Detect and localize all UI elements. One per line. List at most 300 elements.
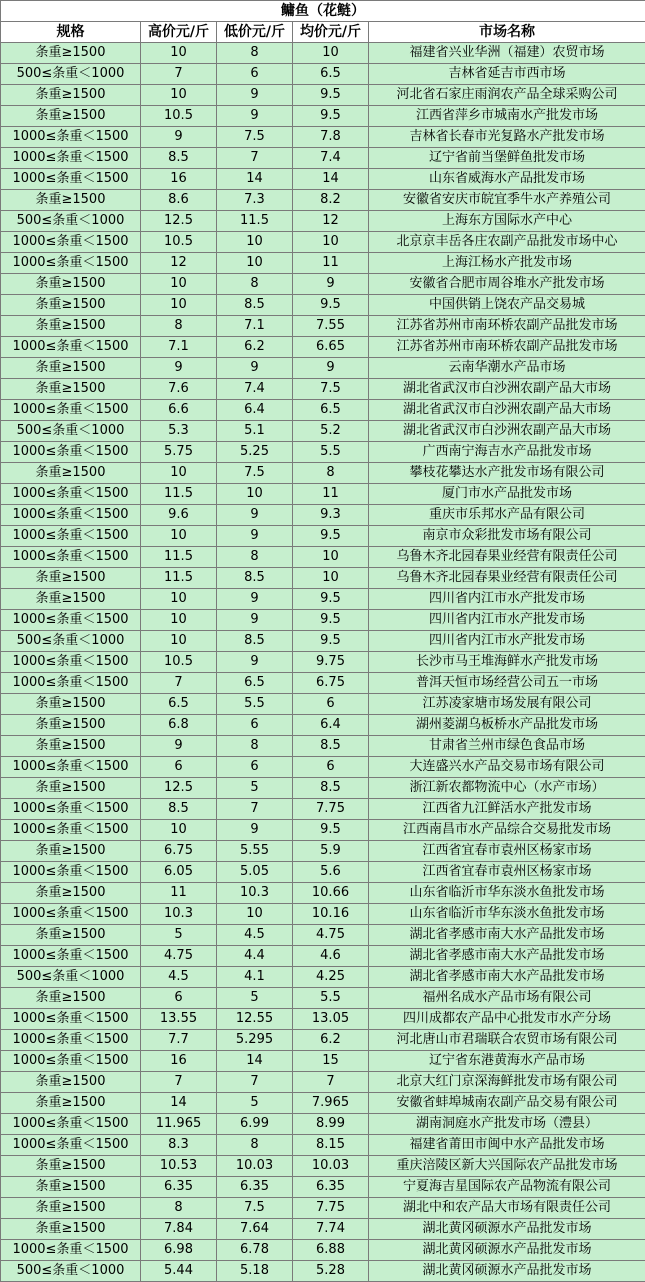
cell-low-price: 4.5 <box>217 925 293 946</box>
cell-market-name: 湖北省孝感市南大水产品批发市场 <box>369 946 645 967</box>
cell-high-price: 9 <box>141 358 217 379</box>
cell-avg-price: 9.5 <box>293 106 369 127</box>
cell-avg-price: 6.2 <box>293 1030 369 1051</box>
cell-low-price: 6 <box>217 64 293 85</box>
cell-spec: 条重≥1500 <box>1 883 141 904</box>
cell-high-price: 7.7 <box>141 1030 217 1051</box>
cell-market-name: 吉林省长春市光复路水产批发市场 <box>369 127 645 148</box>
cell-spec: 1000≤条重＜1500 <box>1 253 141 274</box>
cell-high-price: 8.5 <box>141 148 217 169</box>
cell-low-price: 8.5 <box>217 568 293 589</box>
cell-avg-price: 8.99 <box>293 1114 369 1135</box>
cell-high-price: 7 <box>141 1072 217 1093</box>
cell-avg-price: 9 <box>293 358 369 379</box>
cell-market-name: 重庆涪陵区新大兴国际农产品批发市场 <box>369 1156 645 1177</box>
cell-spec: 条重≥1500 <box>1 1219 141 1240</box>
cell-high-price: 7.6 <box>141 379 217 400</box>
table-row <box>1 127 645 148</box>
cell-avg-price: 7.8 <box>293 127 369 148</box>
cell-high-price: 8.3 <box>141 1135 217 1156</box>
table-row <box>1 631 645 652</box>
cell-low-price: 5.18 <box>217 1261 293 1282</box>
cell-avg-price: 7.75 <box>293 799 369 820</box>
cell-avg-price: 15 <box>293 1051 369 1072</box>
table-title: 鳙鱼（花鲢） <box>1 1 645 22</box>
table-row <box>1 484 645 505</box>
table-row <box>1 547 645 568</box>
cell-market-name: 湖北省武汉市白沙洲农副产品大市场 <box>369 400 645 421</box>
cell-spec: 1000≤条重＜1500 <box>1 232 141 253</box>
table-body <box>1 43 645 1282</box>
cell-market-name: 山东省临沂市华东淡水鱼批发市场 <box>369 883 645 904</box>
cell-low-price: 5 <box>217 988 293 1009</box>
cell-avg-price: 7.4 <box>293 148 369 169</box>
cell-low-price: 5.25 <box>217 442 293 463</box>
cell-avg-price: 10.16 <box>293 904 369 925</box>
cell-avg-price: 7.55 <box>293 316 369 337</box>
cell-low-price: 12.55 <box>217 1009 293 1030</box>
cell-market-name: 江西省萍乡市城南水产批发市场 <box>369 106 645 127</box>
cell-spec: 1000≤条重＜1500 <box>1 1240 141 1261</box>
cell-spec: 1000≤条重＜1500 <box>1 400 141 421</box>
cell-spec: 1000≤条重＜1500 <box>1 799 141 820</box>
cell-high-price: 12.5 <box>141 778 217 799</box>
cell-high-price: 6.35 <box>141 1177 217 1198</box>
cell-spec: 条重≥1500 <box>1 379 141 400</box>
cell-spec: 1000≤条重＜1500 <box>1 946 141 967</box>
cell-high-price: 10 <box>141 820 217 841</box>
cell-low-price: 9 <box>217 820 293 841</box>
cell-avg-price: 6.5 <box>293 400 369 421</box>
header-avg-price: 均价元/斤 <box>293 22 369 43</box>
cell-avg-price: 6.4 <box>293 715 369 736</box>
cell-spec: 1000≤条重＜1500 <box>1 862 141 883</box>
cell-spec: 1000≤条重＜1500 <box>1 127 141 148</box>
cell-market-name: 甘肃省兰州市绿色食品市场 <box>369 736 645 757</box>
cell-low-price: 6 <box>217 715 293 736</box>
cell-high-price: 12 <box>141 253 217 274</box>
table-row <box>1 1051 645 1072</box>
cell-market-name: 河北省石家庄雨润农产品全球采购公司 <box>369 85 645 106</box>
cell-high-price: 13.55 <box>141 1009 217 1030</box>
table-row <box>1 442 645 463</box>
cell-spec: 500≤条重＜1000 <box>1 64 141 85</box>
cell-market-name: 安徽省安庆市皖宜季牛水产养殖公司 <box>369 190 645 211</box>
table-row <box>1 820 645 841</box>
table-row <box>1 1009 645 1030</box>
cell-low-price: 8 <box>217 1135 293 1156</box>
cell-spec: 条重≥1500 <box>1 715 141 736</box>
cell-spec: 1000≤条重＜1500 <box>1 652 141 673</box>
cell-high-price: 8 <box>141 1198 217 1219</box>
table-row <box>1 64 645 85</box>
cell-high-price: 7 <box>141 673 217 694</box>
cell-high-price: 8.5 <box>141 799 217 820</box>
cell-high-price: 6.6 <box>141 400 217 421</box>
header-market-name: 市场名称 <box>369 22 645 43</box>
cell-high-price: 11.965 <box>141 1114 217 1135</box>
cell-avg-price: 6.5 <box>293 64 369 85</box>
cell-avg-price: 6.35 <box>293 1177 369 1198</box>
title-row <box>1 1 645 22</box>
cell-low-price: 6 <box>217 757 293 778</box>
cell-avg-price: 7.5 <box>293 379 369 400</box>
cell-avg-price: 10.66 <box>293 883 369 904</box>
table-row <box>1 736 645 757</box>
cell-high-price: 10 <box>141 589 217 610</box>
cell-spec: 条重≥1500 <box>1 190 141 211</box>
cell-market-name: 山东省威海水产品批发市场 <box>369 169 645 190</box>
cell-avg-price: 8.5 <box>293 778 369 799</box>
cell-low-price: 8 <box>217 274 293 295</box>
cell-low-price: 7.64 <box>217 1219 293 1240</box>
cell-spec: 条重≥1500 <box>1 841 141 862</box>
table-row <box>1 757 645 778</box>
table-row <box>1 421 645 442</box>
cell-avg-price: 9.5 <box>293 610 369 631</box>
cell-high-price: 11 <box>141 883 217 904</box>
table-row <box>1 673 645 694</box>
cell-high-price: 9 <box>141 127 217 148</box>
cell-avg-price: 4.75 <box>293 925 369 946</box>
cell-high-price: 11.5 <box>141 568 217 589</box>
cell-high-price: 6 <box>141 757 217 778</box>
cell-spec: 500≤条重＜1000 <box>1 967 141 988</box>
table-row <box>1 379 645 400</box>
cell-market-name: 云南华潮水产品市场 <box>369 358 645 379</box>
cell-spec: 条重≥1500 <box>1 43 141 64</box>
table-row <box>1 946 645 967</box>
cell-low-price: 4.4 <box>217 946 293 967</box>
table-row <box>1 1177 645 1198</box>
cell-spec: 1000≤条重＜1500 <box>1 1114 141 1135</box>
cell-low-price: 6.5 <box>217 673 293 694</box>
cell-avg-price: 5.5 <box>293 442 369 463</box>
cell-spec: 1000≤条重＜1500 <box>1 610 141 631</box>
table-row <box>1 610 645 631</box>
cell-high-price: 5.3 <box>141 421 217 442</box>
header-spec: 规格 <box>1 22 141 43</box>
cell-avg-price: 9.5 <box>293 820 369 841</box>
cell-low-price: 6.35 <box>217 1177 293 1198</box>
cell-low-price: 10.03 <box>217 1156 293 1177</box>
cell-spec: 1000≤条重＜1500 <box>1 169 141 190</box>
table-row <box>1 169 645 190</box>
cell-market-name: 乌鲁木齐北园春果业经营有限责任公司 <box>369 547 645 568</box>
cell-avg-price: 12 <box>293 211 369 232</box>
table-row <box>1 778 645 799</box>
table-row <box>1 883 645 904</box>
table-row <box>1 400 645 421</box>
table-row <box>1 526 645 547</box>
table-row <box>1 295 645 316</box>
cell-high-price: 11.5 <box>141 484 217 505</box>
cell-high-price: 7.84 <box>141 1219 217 1240</box>
cell-low-price: 10 <box>217 904 293 925</box>
cell-market-name: 湖北省武汉市白沙洲农副产品大市场 <box>369 421 645 442</box>
cell-spec: 1000≤条重＜1500 <box>1 442 141 463</box>
cell-market-name: 普洱天恒市场经营公司五一市场 <box>369 673 645 694</box>
cell-high-price: 10.5 <box>141 232 217 253</box>
cell-high-price: 6.75 <box>141 841 217 862</box>
cell-market-name: 安徽省蚌埠城南农副产品交易有限公司 <box>369 1093 645 1114</box>
cell-market-name: 宁夏海吉星国际农产品物流有限公司 <box>369 1177 645 1198</box>
cell-spec: 1000≤条重＜1500 <box>1 904 141 925</box>
cell-market-name: 福建省兴业华洲（福建）农贸市场 <box>369 43 645 64</box>
cell-high-price: 4.75 <box>141 946 217 967</box>
cell-spec: 条重≥1500 <box>1 295 141 316</box>
cell-market-name: 厦门市水产品批发市场 <box>369 484 645 505</box>
table-row <box>1 904 645 925</box>
cell-low-price: 5.05 <box>217 862 293 883</box>
table-row <box>1 43 645 64</box>
header-row <box>1 22 645 43</box>
cell-low-price: 6.4 <box>217 400 293 421</box>
cell-high-price: 11.5 <box>141 547 217 568</box>
table-row <box>1 694 645 715</box>
cell-high-price: 9.6 <box>141 505 217 526</box>
cell-spec: 条重≥1500 <box>1 316 141 337</box>
cell-market-name: 北京大红门京深海鲜批发市场有限公司 <box>369 1072 645 1093</box>
cell-market-name: 攀枝花攀达水产批发市场有限公司 <box>369 463 645 484</box>
cell-spec: 1000≤条重＜1500 <box>1 820 141 841</box>
table-row <box>1 148 645 169</box>
cell-spec: 1000≤条重＜1500 <box>1 757 141 778</box>
table-row <box>1 463 645 484</box>
cell-market-name: 安徽省合肥市周谷堆水产批发市场 <box>369 274 645 295</box>
cell-avg-price: 6 <box>293 694 369 715</box>
cell-high-price: 10 <box>141 85 217 106</box>
cell-low-price: 14 <box>217 1051 293 1072</box>
cell-low-price: 5.55 <box>217 841 293 862</box>
cell-avg-price: 5.6 <box>293 862 369 883</box>
cell-low-price: 7 <box>217 1072 293 1093</box>
cell-spec: 1000≤条重＜1500 <box>1 484 141 505</box>
cell-spec: 500≤条重＜1000 <box>1 421 141 442</box>
cell-low-price: 6.99 <box>217 1114 293 1135</box>
cell-market-name: 湖北黄冈硕源水产品批发市场 <box>369 1219 645 1240</box>
cell-avg-price: 6.88 <box>293 1240 369 1261</box>
cell-high-price: 6 <box>141 988 217 1009</box>
cell-spec: 1000≤条重＜1500 <box>1 1009 141 1030</box>
cell-high-price: 6.5 <box>141 694 217 715</box>
cell-avg-price: 13.05 <box>293 1009 369 1030</box>
cell-spec: 条重≥1500 <box>1 1198 141 1219</box>
cell-avg-price: 4.6 <box>293 946 369 967</box>
cell-spec: 条重≥1500 <box>1 85 141 106</box>
cell-low-price: 9 <box>217 106 293 127</box>
cell-market-name: 辽宁省东港黄海水产品市场 <box>369 1051 645 1072</box>
table-row <box>1 652 645 673</box>
cell-spec: 1000≤条重＜1500 <box>1 148 141 169</box>
cell-spec: 条重≥1500 <box>1 1177 141 1198</box>
cell-low-price: 5 <box>217 1093 293 1114</box>
cell-market-name: 浙江新农都物流中心（水产市场） <box>369 778 645 799</box>
cell-low-price: 8 <box>217 547 293 568</box>
cell-avg-price: 6 <box>293 757 369 778</box>
cell-low-price: 7.5 <box>217 127 293 148</box>
cell-avg-price: 7.965 <box>293 1093 369 1114</box>
cell-low-price: 7.4 <box>217 379 293 400</box>
table-row <box>1 1240 645 1261</box>
cell-spec: 1000≤条重＜1500 <box>1 1135 141 1156</box>
table-row <box>1 589 645 610</box>
cell-high-price: 10 <box>141 526 217 547</box>
cell-high-price: 16 <box>141 1051 217 1072</box>
cell-low-price: 7.5 <box>217 1198 293 1219</box>
cell-low-price: 9 <box>217 505 293 526</box>
cell-low-price: 10 <box>217 253 293 274</box>
table-row <box>1 799 645 820</box>
cell-avg-price: 9.5 <box>293 85 369 106</box>
cell-spec: 1000≤条重＜1500 <box>1 547 141 568</box>
cell-avg-price: 9.75 <box>293 652 369 673</box>
header-high-price: 高价元/斤 <box>141 22 217 43</box>
cell-market-name: 湖北省武汉市白沙洲农副产品大市场 <box>369 379 645 400</box>
cell-low-price: 9 <box>217 652 293 673</box>
cell-avg-price: 11 <box>293 484 369 505</box>
cell-market-name: 江苏凌家塘市场发展有限公司 <box>369 694 645 715</box>
table-row <box>1 715 645 736</box>
cell-spec: 1000≤条重＜1500 <box>1 1051 141 1072</box>
table-row <box>1 841 645 862</box>
cell-avg-price: 11 <box>293 253 369 274</box>
table-row <box>1 358 645 379</box>
cell-market-name: 湖北黄冈硕源水产品批发市场 <box>369 1261 645 1282</box>
cell-low-price: 9 <box>217 526 293 547</box>
table-row <box>1 211 645 232</box>
cell-low-price: 9 <box>217 358 293 379</box>
cell-spec: 1000≤条重＜1500 <box>1 673 141 694</box>
cell-avg-price: 5.28 <box>293 1261 369 1282</box>
table-row <box>1 232 645 253</box>
cell-market-name: 四川省内江市水产批发市场 <box>369 631 645 652</box>
cell-market-name: 河北唐山市君瑞联合农贸市场有限公司 <box>369 1030 645 1051</box>
cell-high-price: 10 <box>141 274 217 295</box>
cell-avg-price: 9.5 <box>293 631 369 652</box>
cell-avg-price: 10.03 <box>293 1156 369 1177</box>
cell-high-price: 8.6 <box>141 190 217 211</box>
cell-avg-price: 9.5 <box>293 295 369 316</box>
cell-low-price: 9 <box>217 85 293 106</box>
table-row <box>1 1135 645 1156</box>
cell-low-price: 10 <box>217 232 293 253</box>
cell-spec: 条重≥1500 <box>1 589 141 610</box>
cell-avg-price: 10 <box>293 43 369 64</box>
cell-market-name: 辽宁省前当堡鲜鱼批发市场 <box>369 148 645 169</box>
table-row <box>1 568 645 589</box>
cell-market-name: 南京市众彩批发市场有限公司 <box>369 526 645 547</box>
cell-high-price: 4.5 <box>141 967 217 988</box>
cell-spec: 1000≤条重＜1500 <box>1 505 141 526</box>
cell-spec: 条重≥1500 <box>1 568 141 589</box>
table-row <box>1 1219 645 1240</box>
cell-low-price: 5 <box>217 778 293 799</box>
cell-high-price: 10.53 <box>141 1156 217 1177</box>
cell-high-price: 16 <box>141 169 217 190</box>
cell-high-price: 9 <box>141 736 217 757</box>
cell-market-name: 吉林省延吉市西市场 <box>369 64 645 85</box>
cell-spec: 条重≥1500 <box>1 1093 141 1114</box>
cell-market-name: 江西南昌市水产品综合交易批发市场 <box>369 820 645 841</box>
table-row <box>1 1261 645 1282</box>
cell-market-name: 四川省内江市水产批发市场 <box>369 589 645 610</box>
cell-spec: 条重≥1500 <box>1 925 141 946</box>
table-row <box>1 925 645 946</box>
cell-market-name: 江苏省苏州市南环桥农副产品批发市场 <box>369 316 645 337</box>
cell-high-price: 5.75 <box>141 442 217 463</box>
cell-market-name: 江西省宜春市袁州区杨家市场 <box>369 841 645 862</box>
cell-spec: 条重≥1500 <box>1 463 141 484</box>
cell-avg-price: 14 <box>293 169 369 190</box>
cell-high-price: 10 <box>141 43 217 64</box>
cell-low-price: 14 <box>217 169 293 190</box>
cell-spec: 1000≤条重＜1500 <box>1 526 141 547</box>
cell-market-name: 乌鲁木齐北园春果业经营有限责任公司 <box>369 568 645 589</box>
cell-high-price: 10 <box>141 610 217 631</box>
cell-market-name: 山东省临沂市华东淡水鱼批发市场 <box>369 904 645 925</box>
table-row <box>1 316 645 337</box>
cell-spec: 条重≥1500 <box>1 274 141 295</box>
cell-high-price: 5.44 <box>141 1261 217 1282</box>
cell-spec: 1000≤条重＜1500 <box>1 337 141 358</box>
cell-avg-price: 5.9 <box>293 841 369 862</box>
cell-market-name: 湖北省孝感市南大水产品批发市场 <box>369 925 645 946</box>
cell-low-price: 9 <box>217 610 293 631</box>
cell-avg-price: 10 <box>293 547 369 568</box>
cell-market-name: 福州名成水产品市场有限公司 <box>369 988 645 1009</box>
cell-low-price: 7 <box>217 148 293 169</box>
table-row <box>1 988 645 1009</box>
cell-avg-price: 7.74 <box>293 1219 369 1240</box>
cell-spec: 条重≥1500 <box>1 988 141 1009</box>
cell-low-price: 7.1 <box>217 316 293 337</box>
cell-high-price: 10 <box>141 463 217 484</box>
cell-low-price: 10.3 <box>217 883 293 904</box>
cell-low-price: 6.78 <box>217 1240 293 1261</box>
table-row <box>1 1072 645 1093</box>
cell-market-name: 上海东方国际水产中心 <box>369 211 645 232</box>
cell-market-name: 大连盛兴水产品交易市场有限公司 <box>369 757 645 778</box>
cell-avg-price: 8 <box>293 463 369 484</box>
table-row <box>1 337 645 358</box>
cell-market-name: 江西省宜春市袁州区杨家市场 <box>369 862 645 883</box>
cell-market-name: 湖州菱湖乌板桥水产品批发市场 <box>369 715 645 736</box>
cell-spec: 条重≥1500 <box>1 778 141 799</box>
cell-low-price: 8.5 <box>217 295 293 316</box>
cell-high-price: 10 <box>141 631 217 652</box>
table-row <box>1 1093 645 1114</box>
cell-high-price: 10.5 <box>141 106 217 127</box>
cell-market-name: 四川成都农产品中心批发市水产分场 <box>369 1009 645 1030</box>
cell-spec: 条重≥1500 <box>1 1156 141 1177</box>
cell-avg-price: 10 <box>293 232 369 253</box>
cell-high-price: 14 <box>141 1093 217 1114</box>
cell-high-price: 10.5 <box>141 652 217 673</box>
cell-avg-price: 10 <box>293 568 369 589</box>
cell-avg-price: 5.2 <box>293 421 369 442</box>
cell-spec: 条重≥1500 <box>1 358 141 379</box>
cell-avg-price: 7.75 <box>293 1198 369 1219</box>
cell-high-price: 12.5 <box>141 211 217 232</box>
cell-avg-price: 9 <box>293 274 369 295</box>
cell-market-name: 上海江杨水产批发市场 <box>369 253 645 274</box>
cell-avg-price: 4.25 <box>293 967 369 988</box>
cell-market-name: 中国供销上饶农产品交易城 <box>369 295 645 316</box>
cell-high-price: 8 <box>141 316 217 337</box>
cell-high-price: 6.05 <box>141 862 217 883</box>
cell-spec: 条重≥1500 <box>1 1072 141 1093</box>
